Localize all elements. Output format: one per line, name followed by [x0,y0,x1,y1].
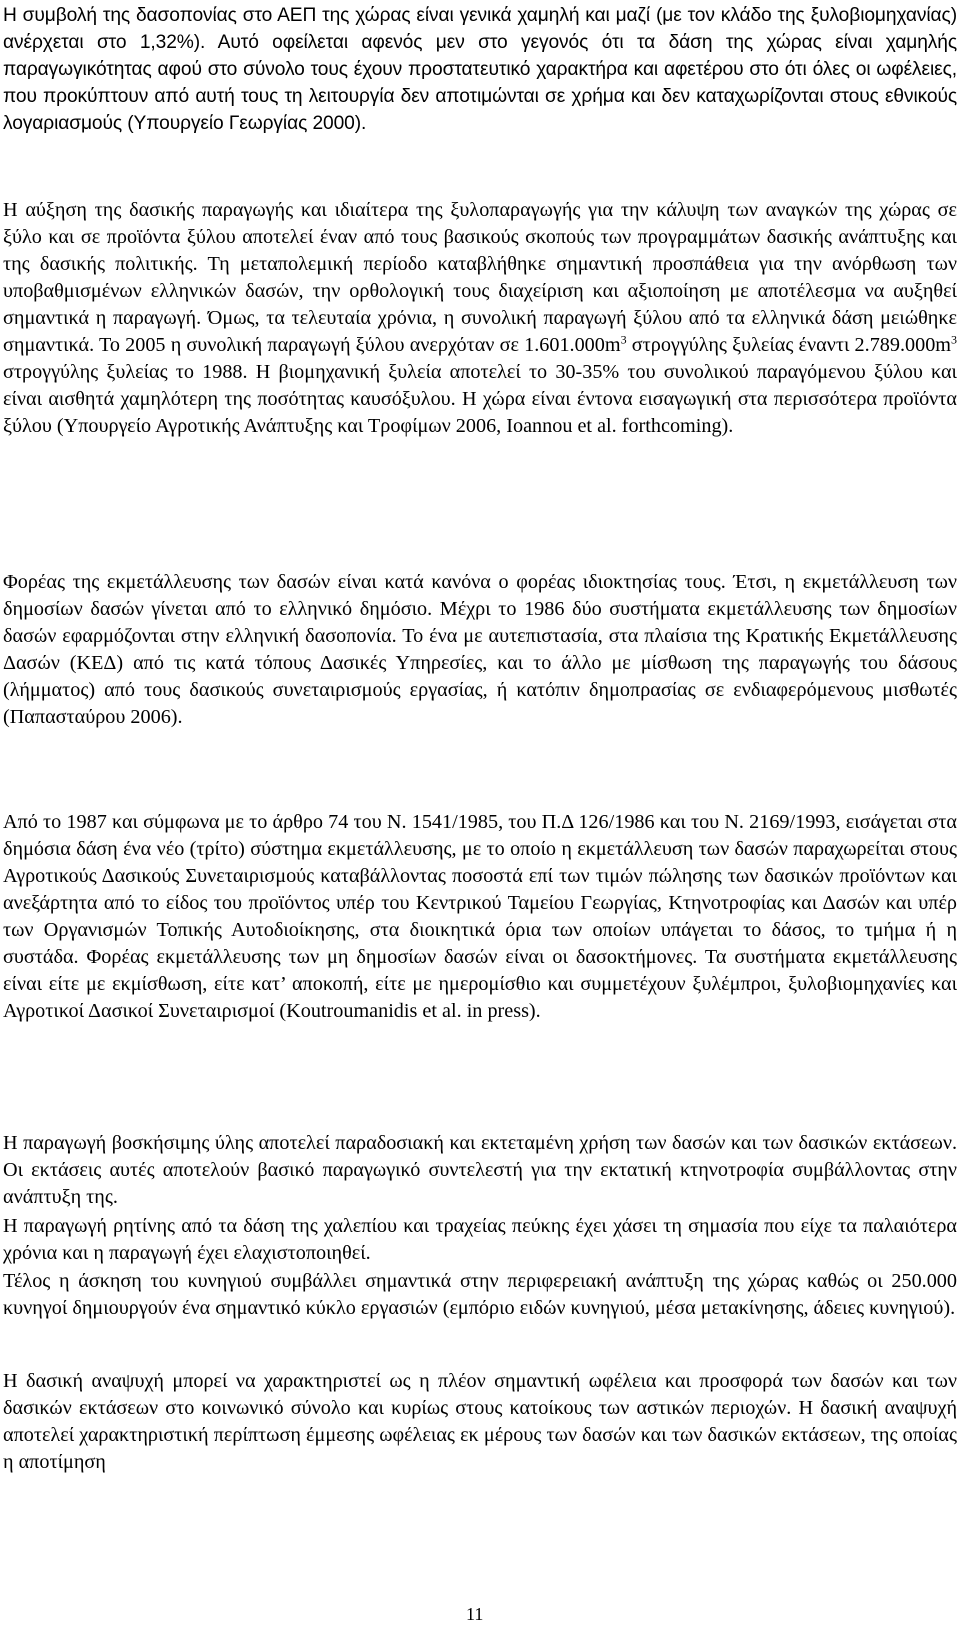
paragraph-resin: Η παραγωγή ρητίνης από τα δάση της χαλεπίου και τραχείας πεύκης έχει χάσει τη σημασία που είχε τα παλαιότερα χρόνια και η παραγωγή έχει ελαχιστοποιηθεί. [3,1215,957,1264]
paragraph-grazing: Η παραγωγή βοσκήσιμης ύλης αποτελεί παραδοσιακή και εκτεταμένη χρήση των δασών και των δασικών εκτάσεων. Οι εκτάσεις αυτές αποτελούν βασικό παραγωγικό συντελεστή για την εκτατική κτηνοτροφία συμβάλλοντας στην ανάπτυξη της. [3,1132,957,1208]
paragraph-wood-production-part2: στρογγύλης ξυλείας έναντι 2.789.000m [626,334,951,356]
page-number: 11 [466,1604,484,1624]
paragraph-recreation: Η δασική αναψυχή μπορεί να χαρακτηριστεί ως η πλέον σημαντική ωφέλεια και προσφορά των δασών και των δασικών εκτάσεων στο κοινωνικό σύνολο και κυρίως στους κατοίκους των αστικών περιοχών. Η δασική αναψυχή αποτελεί χαρακτηριστική περίπτωση έμμεσης ωφέλειας εκ μέρους των δασών και των δασικών εκτάσεων, της οποίας η αποτίμηση [3,1370,957,1473]
superscript-cubic-1: 3 [620,332,627,347]
paragraph-wood-production-part3: στρογγύλης ξυλείας το 1988. Η βιομηχανική ξυλεία αποτελεί το 30-35% του συνολικού παραγόμενου ξύλου και είναι αισθητά χαμηλότερη της ποσότητας καυσόξυλου. Η χώρα είναι έντονα εισαγωγική στα περισσότερα προϊόντα ξύλου (Υπουργείο Αγροτικής Ανάπτυξης και Τροφίμων 2006, Ioannou et al. forthcoming). [3,361,957,437]
paragraph-wood-production-part1: Η αύξηση της δασικής παραγωγής και ιδιαίτερα της ξυλοπαραγωγής για την κάλυψη των αναγκών της χώρας σε ξύλο και σε προϊόντα ξύλου αποτελεί έναν από τους βασικούς σκοπούς των προγραμμάτων δασικής ανάπτυξης και της δασικής πολιτικής. Τη μεταπολεμική περίοδο καταβλήθηκε σημαντική προσπάθεια για την ανόρθωση των υποβαθμισμένων ελληνικών δασών, την ορθολογική τους διαχείριση και αξιοποίηση με αποτέλεσμα να αυξηθεί σημαντικά η παραγωγή. Όμως, τα τελευταία χρόνια, η συνολική παραγωγή ξύλου από τα ελληνικά δάση μειώθηκε σημαντικά. Το 2005 η συνολική παραγωγή ξύλου ανερχόταν σε 1.601.000m [3,199,957,356]
paragraph-exploitation-bodies: Φορέας της εκμετάλλευσης των δασών είναι κατά κανόνα ο φορέας ιδιοκτησίας τους. Έτσι, η εκμετάλλευση των δημοσίων δασών γίνεται από το ελληνικό δημόσιο. Μέχρι το 1986 δύο συστήματα εκμετάλλευσης των δημοσίων δασών εφαρμόζονται στην ελληνική δασοπονία. Το ένα με αυτεπιστασία, στα πλαίσια της Κρατικής Εκμετάλλευσης Δασών (ΚΕΔ) από τις κατά τόπους Δασικές Υπηρεσίες, και το άλλο με μίσθωση της παραγωγής του δάσους (λήμματος) από τους δασικούς συνεταιρισμούς εργασίας, ή κατόπιν δημοπρασίας σε ενδιαφερόμενους μισθωτές (Παπασταύρου 2006). [3,571,957,728]
superscript-cubic-2: 3 [951,332,957,347]
paragraph-wood-production [3,197,957,440]
paragraph-hunting: Τέλος η άσκηση του κυνηγιού συμβάλλει σημαντικά στην περιφερειακή ανάπτυξη της χώρας καθώς οι 250.000 κυνηγοί δημιουργούν ένα σημαντικό κύκλο εργασιών (εμπόριο ειδών κυνηγιού, μέσα μετακίνησης, άδειες κυνηγιού). [3,1270,957,1319]
paragraph-forestry-gdp: Η συμβολή της δασοπονίας στο ΑΕΠ της χώρας είναι γενικά χαμηλή και μαζί (με τον κλάδο της ξυλοβιομηχανίας) ανέρχεται στο 1,32%). Αυτό οφείλεται αφενός μεν στο γεγονός ότι τα δάση της χώρας είναι χαμηλής παραγωγικότητας αφού στο σύνολο τους έχουν προστατευτικό χαρακτήρα και αφετέρου στο ότι όλες οι ωφέλειες, που προκύπτουν από αυτή τους τη λειτουργία δεν αποτιμώνται σε χρήμα και δεν καταχωρίζονται στους εθνικούς λογαριασμούς (Υπουργείο Γεωργίας 2000). [3,5,957,134]
paragraph-cooperatives-system: Από το 1987 και σύμφωνα με το άρθρο 74 του Ν. 1541/1985, του Π.Δ 126/1986 και του Ν. 2169/1993, εισάγεται στα δημόσια δάση ένα νέο (τρίτο) σύστημα εκμετάλλευσης, με το οποίο η εκμετάλλευση των δασών παραχωρείται στους Αγροτικούς Δασικούς Συνεταιρισμούς καταβάλλοντας ποσοστά επί των τιμών πώλησης των δασικών προϊόντων και ανεξάρτητα από το είδος του προϊόντος υπέρ του Κεντρικού Ταμείου Γεωργίας, Κτηνοτροφίας και Δασών και υπέρ των Οργανισμών Τοπικής Αυτοδιοίκησης, στα διοικητικά όρια των οποίων υπάγεται το δάσος, το τμήμα ή η συστάδα. Φορέας εκμετάλλευσης των μη δημοσίων δασών είναι οι δασοκτήμονες. Τα συστήματα εκμετάλλευσης είναι είτε με εκμίσθωση, είτε κατ’ αποκοπή, είτε με ημερομίσθιο και συμμετέχουν ξυλέμπροι, ξυλοβιομηχανίες και Αγροτικοί Δασικοί Συνεταιρισμοί (Koutroumanidis et al. in press). [3,811,957,1022]
